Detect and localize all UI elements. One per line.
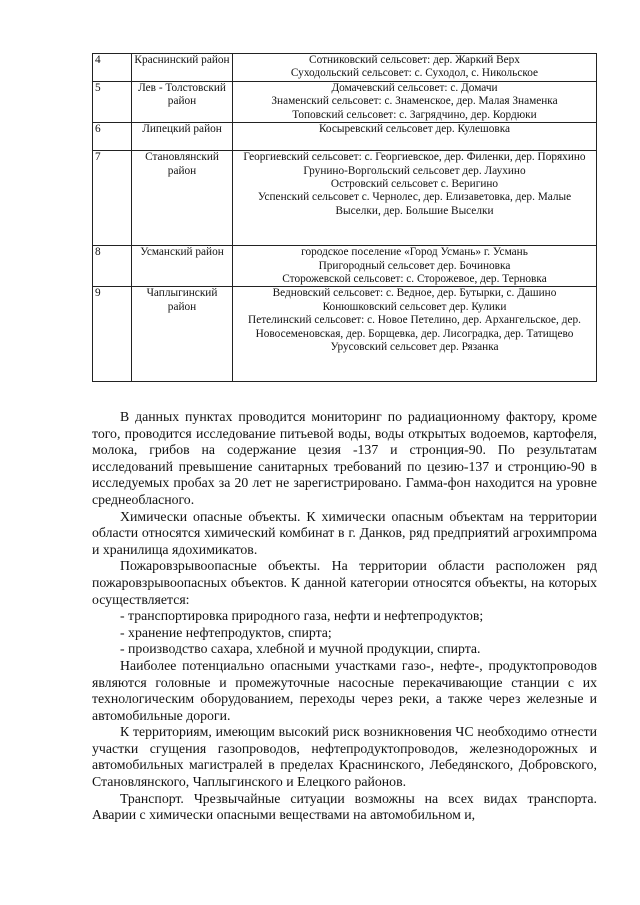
district-name: Усманский район [132,246,233,287]
district-name: Становлянский район [132,151,233,246]
table-row [93,82,597,123]
list-item: - транспортировка природного газа, нефти и нефтепродуктов; [120,608,484,624]
settlement-line: Сотниковский сельсовет: дер. Жаркий Верх [309,54,520,66]
row-number: 6 [93,123,132,151]
settlements-table [92,53,597,382]
row-number: 8 [93,246,132,287]
paragraph-monitoring: В данных пунктах проводится мониторинг по радиационному фактору, кроме того, проводится исследование питьевой воды, воды открытых водоемов, картофеля, молока, грибов на содержание цезия -137 и стронция-90. По результатам исследований превышение санитарных требований по цезию-137 и стронцию-90 в исследуемых пробах за 20 лет не зарегистрировано. Гамма-фон находится на уровне среднеобласного. [92,409,597,507]
paragraph-fire-explosive: Пожаровзрывоопасные объекты. На территории области расположен ряд пожаровзрывоопасных объектов. К данной категории относятся объекты, на которых осуществляется: [92,558,597,607]
paragraph-transport: Транспорт. Чрезвычайные ситуации возможны на всех видах транспорта. Аварии с химически опасными веществами на автомобильном и, [92,790,597,823]
district-name: Краснинский район [132,54,233,82]
settlements-cell [233,123,597,151]
table-row [93,151,597,246]
settlement-line: городское поселение «Город Усмань» г. Усмань [301,246,528,259]
list-item: - производство сахара, хлебной и мучной продукции, спирта. [120,641,481,657]
settlement-line: Конюшковский сельсовет дер. Кулики [322,300,507,313]
row-number: 5 [93,82,132,123]
settlement-line: Островский сельсовет с. Веригино [330,178,499,191]
paragraph-pipelines: Наиболее потенциально опасными участками газо-, нефте-, продуктопроводов являются головные и промежуточные насосные перекачивающие станции с их технологическим оборудованием, переходы через реки, а также через железные и автомобильные дороги. [92,657,597,723]
settlements-cell [233,54,597,82]
settlement-line: Ведновский сельсовет: с. Ведное, дер. Бутырки, с. Дашино [272,287,557,300]
table-row [93,123,597,151]
district-name: Липецкий район [132,123,233,151]
settlement-line: Топовский сельсовет: с. Загрядчино, дер. Кордюки [292,108,537,121]
table-row [93,54,597,82]
settlements-cell [233,287,597,382]
row-number: 4 [93,54,132,82]
settlement-line: Суходольский сельсовет: с. Суходол, с. Никольское [290,67,539,80]
settlement-line: Петелинский сельсовет: с. Новое Петелино, дер. Архангельское, дер. Новосеменовская, дер. Борщевка, дер. Лисоградка, дер. Татищево [248,314,581,340]
table-row [93,287,597,382]
settlements-cell [233,151,597,246]
settlements-cell [233,246,597,287]
body-text [92,409,597,824]
row-number: 7 [93,151,132,246]
settlements-cell [233,82,597,123]
table-row [93,246,597,287]
settlement-line: Косыревский сельсовет дер. Кулешовка [318,123,511,136]
settlement-line: Георгиевский сельсовет: с. Георгиевское, дер. Филенки, дер. Поряхино [243,151,586,164]
district-name: Лев - Толстовский район [132,82,233,123]
settlement-line: Успенский сельсовет с. Чернолес, дер. Елизаветовка, дер. Малые Выселки, дер. Большие Выселки [257,191,572,217]
paragraph-high-risk: К территориям, имеющим высокий риск возникновения ЧС необходимо отнести участки сгущения газопроводов, нефтепродуктопроводов, железнодорожных и автомобильных магистралей в пределах Краснинского, Лебедянского, Добровского, Становлянского, Чаплыгинского и Елецкого районов. [92,724,597,790]
settlement-line: Грунино-Воргольский сельсовет дер. Лаухино [303,164,526,177]
district-name: Чаплыгинский район [132,287,233,382]
list-item: - хранение нефтепродуктов, спирта; [120,624,332,640]
settlement-line: Урусовский сельсовет дер. Рязанка [330,341,499,354]
paragraph-chemical: Химически опасные объекты. К химически опасным объектам на территории области относятся химический комбинат в г. Данков, ряд предприятий агрохимпрома и хранилища ядохимикатов. [92,508,597,557]
settlement-line: Пригородный сельсовет дер. Бочиновка [318,259,511,272]
settlement-line: Сторожевской сельсовет: с. Сторожевое, дер. Терновка [282,273,547,286]
row-number: 9 [93,287,132,382]
settlement-line: Знаменский сельсовет: с. Знаменское, дер. Малая Знаменка [271,95,558,108]
settlement-line: Домачевский сельсовет: с. Домачи [331,82,498,94]
